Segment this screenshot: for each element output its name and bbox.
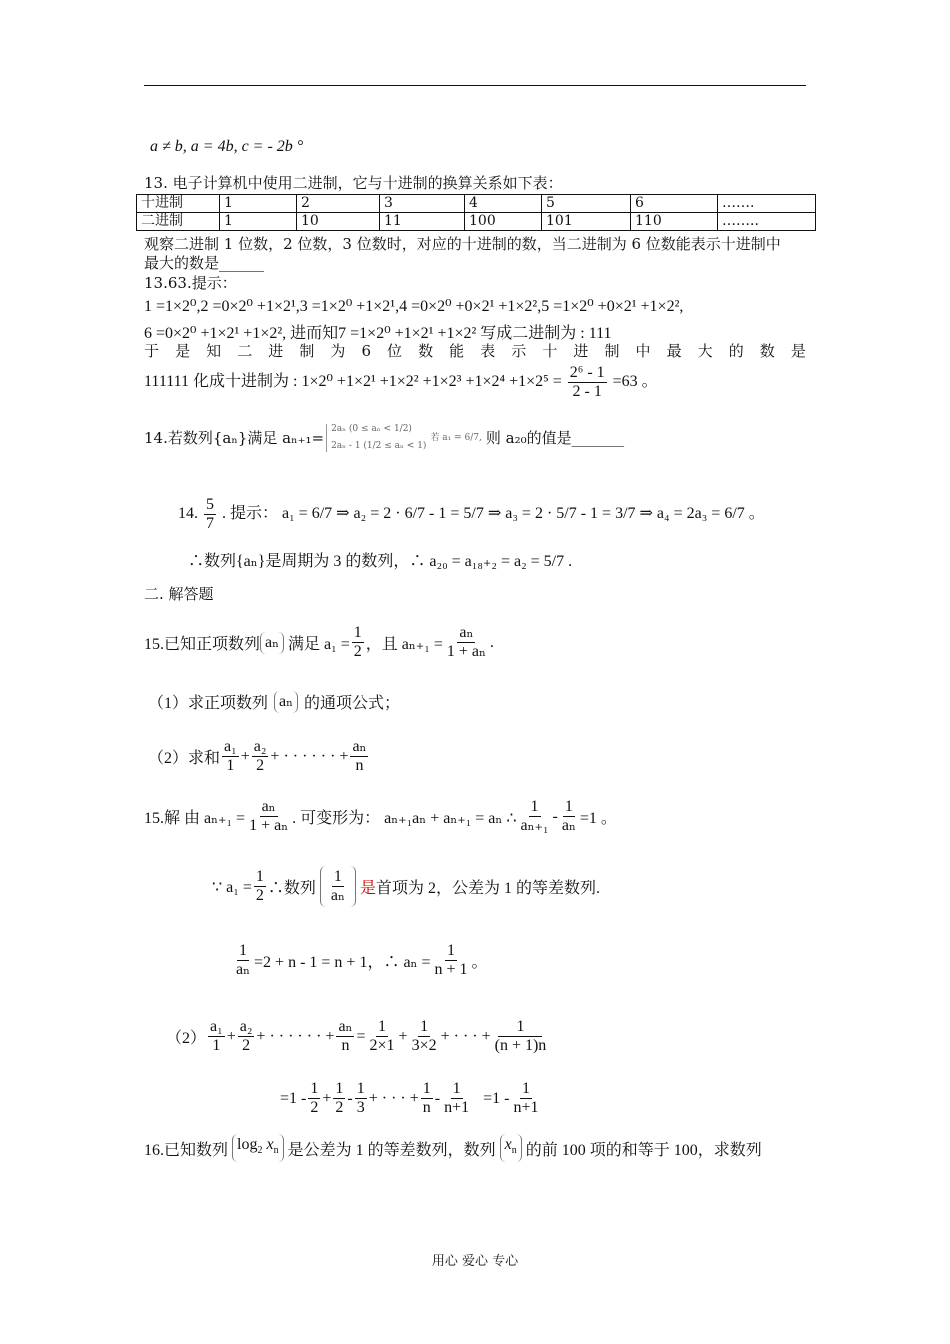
table-row-binary <box>137 213 816 231</box>
piecewise-case2: 2aₙ - 1 (1/2 ≤ aₙ < 1) <box>331 441 427 451</box>
fraction: $\frac{\text{aₙ}}{\text{1 + aₙ}}$ <box>249 798 289 834</box>
q16-a: 16.已知数列 <box>144 1141 229 1159</box>
justified-char: 是 <box>790 342 806 360</box>
q14-answer-chain: . 提示： a₁ = 6/7 ⇒ a₂ = 2 · 6/7 - 1 = 5/7 ⇒ a₃ = 2 · 5/7 - 1 = 3/7 ⇒ a₄ = 2a₃ = 6/7 。 <box>222 505 765 523</box>
fraction: $\frac{\text{a₁}}{1}$ <box>224 738 237 774</box>
table-cell: 十进制 <box>137 195 220 213</box>
q15-part1-text: （1）求正项数列 <box>148 695 269 712</box>
fraction: $\frac{1}{(n + 1)n}$ <box>494 1018 547 1054</box>
q15-s3-b: 。 <box>471 954 488 971</box>
q15-part2-text: （2）求和 <box>148 750 221 767</box>
fraction: $\frac{\text{a₂}}{2}$ <box>239 1018 253 1054</box>
header-rule <box>144 85 806 86</box>
justified-char: 最 <box>666 342 682 360</box>
table-cell: 100 <box>465 213 542 231</box>
table-cell: …….. <box>718 213 816 231</box>
justified-char: 中 <box>635 342 651 360</box>
table-cell: 110 <box>631 213 718 231</box>
q15-part2: （2）求和 $\frac{\text{a₁}}{1}$ + $\frac{\text{a₂}}{2}$ + · · · · · · + $\frac{\text{aₙ}}{n}$ <box>148 738 367 774</box>
fraction: $\frac{1}{n + 1}$ <box>434 942 468 978</box>
fraction: $\frac{\text{a₂}}{2}$ <box>253 738 267 774</box>
fraction: $\frac{1}{n+1}$ <box>513 1080 539 1116</box>
justified-char: 表 <box>480 342 496 360</box>
q13-solution-line3 <box>144 342 806 361</box>
binary-table <box>136 194 816 231</box>
fraction: $\frac{1}{2\times 1}$ <box>369 1018 395 1054</box>
sequence-brace: aₙ <box>274 691 298 713</box>
piecewise-case1: 2aₙ (0 ≤ aₙ < 1/2) <box>331 424 412 434</box>
q13-hint: 13.63.提示： <box>144 274 237 292</box>
table-cell: 二进制 <box>137 213 220 231</box>
piecewise-brace <box>326 424 426 452</box>
q14-stem <box>144 424 624 452</box>
justified-char: 制 <box>604 342 620 360</box>
table-cell: 2 <box>297 195 380 213</box>
justified-char: 示 <box>511 342 527 360</box>
q16-c: 的前 100 项的和等于 100，求数列 <box>525 1141 762 1159</box>
q13-sol4-text: 111111 化成十进制为 : 1×2⁰ +1×2¹ +1×2² +1×2³ +1×2⁴ +1×2⁵ = <box>144 373 562 391</box>
fraction: $\frac{\text{aₙ}}{n}$ <box>338 1018 353 1054</box>
table-cell: ……. <box>718 195 816 213</box>
fraction: $\frac{\text{aₙ}}{n}$ <box>352 738 367 774</box>
justified-char: 是 <box>175 342 191 360</box>
fraction-numerator: 2⁶ - 1 <box>569 364 605 381</box>
fraction <box>568 364 607 401</box>
page-footer: 用心 爱心 专心 <box>431 1254 519 1269</box>
table-cell: 10 <box>297 213 380 231</box>
q15-solution-line3 <box>232 942 488 979</box>
q15-s3-a: =2 + n - 1 = n + 1，∴ aₙ = <box>254 954 431 971</box>
fraction: $\frac{1}{\text{aₙ}}$ <box>561 798 576 834</box>
justified-char: 为 <box>330 342 346 360</box>
sequence-brace: aₙ <box>260 632 284 654</box>
justified-char: 数 <box>759 342 775 360</box>
justified-char: 二 <box>237 342 253 360</box>
condition-line: a ≠ b, a = 4b, c = - 2b ° <box>150 138 304 155</box>
table-row-decimal <box>137 195 816 213</box>
justified-char: 数 <box>418 342 434 360</box>
q16-b: 是公差为 1 的等差数列，数列 <box>287 1141 496 1159</box>
piecewise-condition: 若 a₁ = 6/7, <box>430 432 482 443</box>
justified-char: 6 <box>361 342 371 360</box>
q14-answer-line2: ∴数列{aₙ}是周期为 3 的数列，∴ a₂₀ = a₁₈₊₂ = a₂ = 5/7 . <box>188 553 573 570</box>
q15-sol-c: =1 。 <box>579 810 617 827</box>
q15-stem-b: 满足 a₁ = <box>288 636 350 653</box>
q15-solution-line1: 15.解 由 aₙ₊₁ = $\frac{\text{aₙ}}{\text{1 + aₙ}}$ . 可变形为： aₙ₊₁aₙ + aₙ₊₁ = aₙ ∴ $\frac{1}{\text{aₙ₊₁}}$ - $\frac{1}{\text{aₙ}}$ =1 。 <box>144 798 617 834</box>
fraction: $\frac{\text{a₁}}{1}$ <box>210 1018 223 1054</box>
q15-stem-c: ，且 aₙ₊₁ = <box>365 636 443 653</box>
table-cell: 4 <box>465 195 542 213</box>
justified-char: 的 <box>728 342 744 360</box>
q14-answer-line1 <box>178 496 765 533</box>
fraction: $\frac{\text{aₙ}}{\text{1 + aₙ}}$ <box>446 624 486 660</box>
q14-answer-label: 14. <box>178 505 198 523</box>
fraction: $\frac{1}{n+1}$ <box>444 1080 470 1116</box>
section-heading: 二. 解答题 <box>144 585 214 603</box>
q16-stem <box>144 1134 762 1162</box>
q15-s2-c: 首项为 2，公差为 1 的等差数列. <box>375 880 600 897</box>
q14-title-b: 则 a₂₀的值是_______ <box>485 428 625 447</box>
table-cell: 101 <box>542 213 631 231</box>
table-cell: 1 <box>220 195 297 213</box>
q15-s2-a: ∵ a₁ = <box>212 878 252 896</box>
fraction: $\frac{1}{\text{aₙ}}$ <box>330 868 345 904</box>
table-cell: 1 <box>220 213 297 231</box>
q15-stem: 15.已知正项数列 aₙ 满足 a₁ = $\frac{1}{2}$ ，且 aₙ₊₁ = $\frac{\text{aₙ}}{\text{1 + aₙ}}$ . <box>144 624 494 660</box>
q15-solution-line2 <box>212 866 600 907</box>
justified-char: 于 <box>144 342 160 360</box>
sequence-brace: $x_n$ <box>500 1134 522 1162</box>
justified-char: 位 <box>387 342 403 360</box>
justified-char: 进 <box>268 342 284 360</box>
q13-solution-line1: 1 =1×2⁰,2 =0×2⁰ +1×2¹,3 =1×2⁰ +1×2¹,4 =0×2⁰ +0×2¹ +1×2²,5 =1×2⁰ +0×2¹ +1×2², <box>144 298 684 315</box>
q15-s4-label: （2） <box>166 1030 207 1047</box>
fraction: $\frac{1}{2}$ <box>335 1080 344 1116</box>
justified-char: 十 <box>542 342 558 360</box>
table-cell: 6 <box>631 195 718 213</box>
justified-char: 大 <box>697 342 713 360</box>
q14-title-a: 14.若数列{aₙ}满足 aₙ₊₁= <box>144 428 325 447</box>
q13-question-line2: 最大的数是______ <box>144 254 265 272</box>
q15-s2-b: ∴数列 <box>267 880 316 897</box>
justified-char: 能 <box>449 342 465 360</box>
q15-solution-line4: （2） $\frac{\text{a₁}}{1}$ + $\frac{\text{a₂}}{2}$ + · · · · · · + $\frac{\text{aₙ}}{n}$ = $\frac{1}{2\times 1}$ + $\frac{1}{3\times 2}$ + · · · + $\frac{1}{(n + 1)n}$ <box>166 1018 547 1054</box>
highlighted-word: 是 <box>359 880 376 897</box>
fraction: $\frac{1}{2}$ <box>353 624 362 660</box>
table-cell: 3 <box>380 195 465 213</box>
q15-part1-tail: 的通项公式； <box>304 695 401 712</box>
fraction: $\frac{1}{\text{aₙ₊₁}}$ <box>520 798 549 834</box>
q15-s5-a: =1 - <box>280 1089 307 1107</box>
sequence-brace <box>320 866 356 907</box>
justified-char: 制 <box>299 342 315 360</box>
fraction: $\frac{1}{3\times 2}$ <box>411 1018 437 1054</box>
q13-solution-line2: 6 =0×2⁰ +1×2¹ +1×2², 进而知7 =1×2⁰ +1×2¹ +1×2² 写成二进制为 : 111 <box>144 325 612 342</box>
justified-char: 进 <box>573 342 589 360</box>
q13-title: 13. 电子计算机中使用二进制，它与十进制的换算关系如下表： <box>144 174 563 192</box>
q15-sol-b: . 可变形为： aₙ₊₁aₙ + aₙ₊₁ = aₙ ∴ <box>292 810 517 827</box>
fraction: $\frac{1}{3}$ <box>356 1080 365 1116</box>
fraction: $\frac{1}{2}$ <box>255 868 264 904</box>
q13-sol4-result: =63 。 <box>612 373 658 391</box>
table-cell: 5 <box>542 195 631 213</box>
q15-sol-a: 15.解 由 aₙ₊₁ = <box>144 810 246 827</box>
fraction: $\frac{1}{2}$ <box>310 1080 319 1116</box>
justified-char: 知 <box>206 342 222 360</box>
q15-stem-a: 15.已知正项数列 <box>144 636 261 653</box>
q15-part1 <box>148 690 400 713</box>
fraction: $\frac{1}{n}$ <box>422 1080 431 1116</box>
fraction: $\frac{5}{7}$ <box>206 496 214 532</box>
fraction-denominator: 2 - 1 <box>572 383 602 400</box>
fraction: $\frac{1}{\text{aₙ}}$ <box>236 942 251 978</box>
q15-solution-line5: =1 - $\frac{1}{2}$ + $\frac{1}{2}$ - $\frac{1}{3}$ + · · · + $\frac{1}{n}$ - $\frac{1}{n+1}$ =1 - $\frac{1}{n+1}$ <box>280 1080 539 1116</box>
q13-solution-line4 <box>144 364 658 401</box>
q13-question-line1: 观察二进制 1 位数，2 位数，3 位数时，对应的十进制的数，当二进制为 6 位数能表示十进制中 <box>144 235 781 253</box>
table-cell: 11 <box>380 213 465 231</box>
sequence-brace: $\log_2 x_n$ <box>232 1134 284 1162</box>
